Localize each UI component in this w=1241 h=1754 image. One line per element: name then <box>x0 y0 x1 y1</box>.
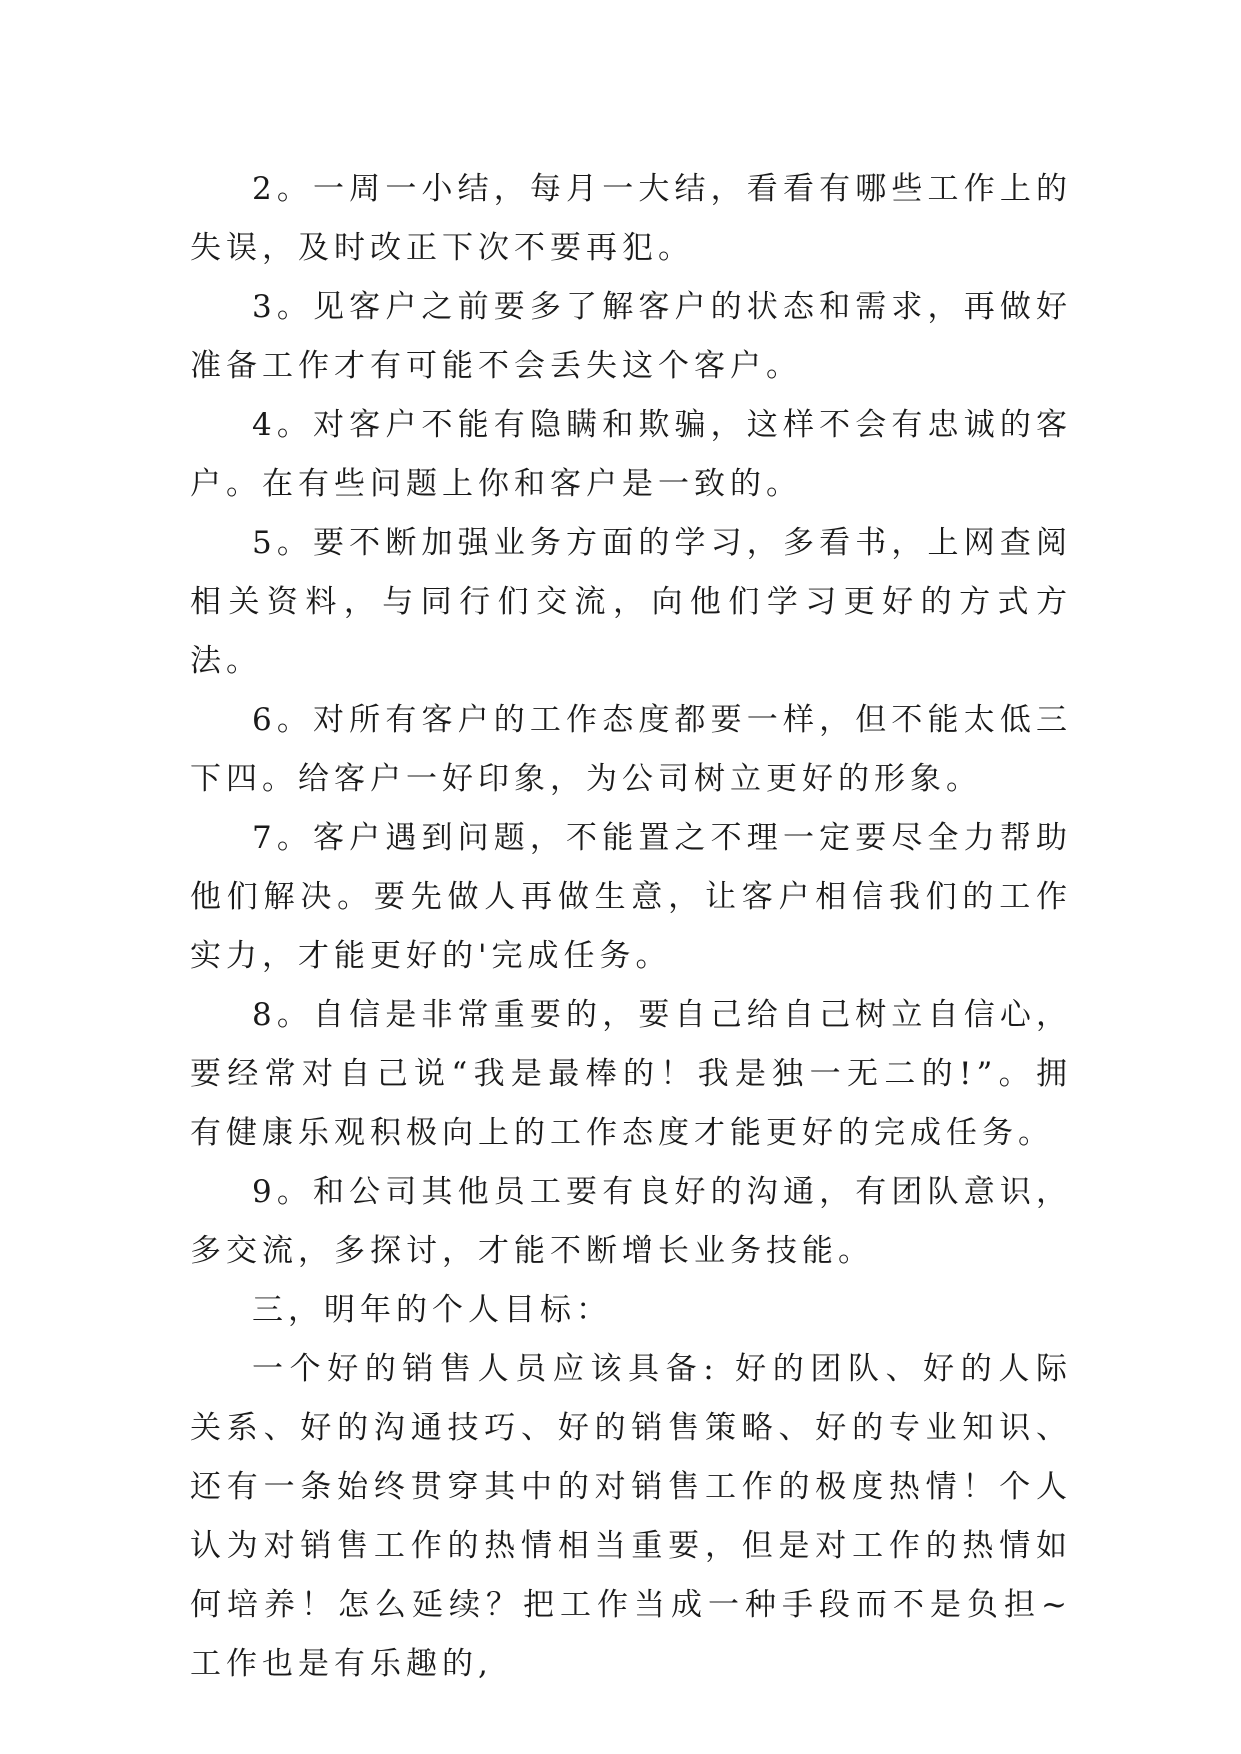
paragraph-item-3: 3。见客户之前要多了解客户的状态和需求，再做好准备工作才有可能不会丢失这个客户。 <box>190 289 1072 384</box>
paragraph-item-8: 8。自信是非常重要的，要自己给自己树立自信心，要经常对自己说“我是最棒的！我是独一无二的!”。拥有健康乐观积极向上的工作态度才能更好的完成任务。 <box>190 997 1072 1151</box>
paragraph-item-5: 5。要不断加强业务方面的学习，多看书，上网查阅相关资料，与同行们交流，向他们学习更好的方式方法。 <box>190 525 1072 679</box>
section-heading-goals: 三，明年的个人目标： <box>252 1292 612 1328</box>
paragraph-item-2: 2。一周一小结，每月一大结，看看有哪些工作上的失误，及时改正下次不要再犯。 <box>190 171 1072 266</box>
paragraph-item-9: 9。和公司其他员工要有良好的沟通，有团队意识，多交流，多探讨，才能不断增长业务技能。 <box>190 1174 1072 1269</box>
paragraph-item-4: 4。对客户不能有隐瞒和欺骗，这样不会有忠诚的客户。在有些问题上你和客户是一致的。 <box>190 407 1072 502</box>
paragraph-goals-body: 一个好的销售人员应该具备: 好的团队、好的人际关系、好的沟通技巧、好的销售策略、好的专业知识、还有一条始终贯穿其中的对销售工作的极度热情！个人认为对销售工作的热情相当重要，但是对工作的热情如何培养！怎么延续？把工作当成一种手段而不是负担~工作也是有乐趣的, <box>190 1351 1072 1682</box>
paragraph-item-7: 7。客户遇到问题，不能置之不理一定要尽全力帮助他们解决。要先做人再做生意，让客户相信我们的工作实力，才能更好的'完成任务。 <box>190 820 1072 974</box>
document-body <box>190 160 1072 1694</box>
paragraph-item-6: 6。对所有客户的工作态度都要一样，但不能太低三下四。给客户一好印象，为公司树立更好的形象。 <box>190 702 1072 797</box>
